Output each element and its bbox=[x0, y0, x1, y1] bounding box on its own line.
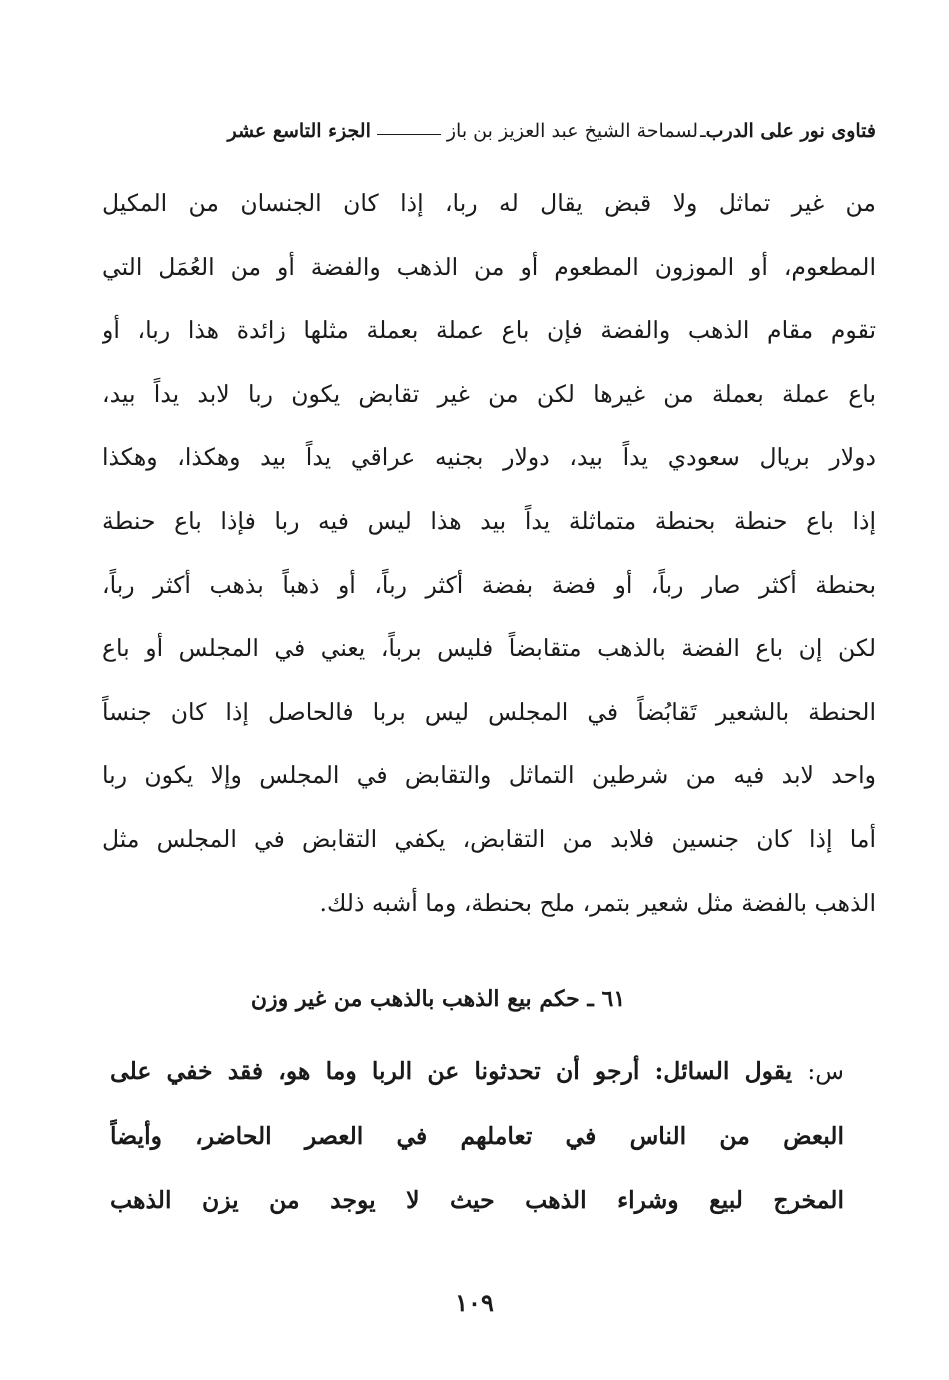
question-line: البعض من الناس في تعاملهم في العصر الحاضر، وأيضاً bbox=[110, 1121, 844, 1150]
text-line: أما إذا كان جنسين فلابد من التقابض، يكفي التقابض في المجلس مثل bbox=[102, 824, 876, 853]
text-line: دولار بريال سعودي يداً بيد، دولار بجنيه عراقي يداً بيد وهكذا، وهكذا bbox=[102, 443, 876, 472]
author-name: لسماحة الشيخ عبد العزيز بن باز bbox=[446, 120, 699, 142]
text-line: بحنطة أكثر صار رباً، أو فضة بفضة أكثر رباً، أو ذهباً بذهب أكثر رباً، bbox=[102, 570, 876, 599]
question-line: المخرج لبيع وشراء الذهب حيث لا يوجد من يزن الذهب bbox=[110, 1186, 844, 1214]
text-line: المطعوم، أو الموزون المطعوم أو من الذهب والفضة أو من العُمَل التي bbox=[102, 252, 876, 281]
question-line bbox=[110, 1046, 844, 1111]
title-separator: ـ bbox=[700, 120, 706, 142]
text-line: واحد لابد فيه من شرطين التماثل والتقابض في المجلس وإلا يكون ربا bbox=[102, 761, 876, 790]
text-line: الذهب بالفضة مثل شعير بتمر، ملح بحنطة، وما أشبه ذلك. bbox=[319, 888, 876, 917]
book-title: فتاوى نور على الدرب bbox=[705, 120, 876, 142]
running-header bbox=[108, 112, 876, 150]
question-marker: س: bbox=[807, 1057, 844, 1085]
text-line: من غير تماثل ولا قبض يقال له ربا، إذا كان الجنسان من المكيل bbox=[102, 189, 876, 217]
question-block bbox=[110, 1046, 844, 1240]
text-line: إذا باع حنطة بحنطة متماثلة يداً بيد هذا ليس فيه ربا فإذا باع حنطة bbox=[102, 506, 876, 535]
text-line: لكن إن باع الفضة بالذهب متقابضاً فليس برباً، يعني في المجلس أو باع bbox=[102, 634, 876, 663]
text-line: الحنطة بالشعير تَقابُضاً في المجلس ليس بربا فالحاصل إذا كان جنساً bbox=[102, 697, 876, 726]
body-text bbox=[102, 178, 876, 941]
section-heading: ٦١ ـ حكم بيع الذهب بالذهب من غير وزن bbox=[250, 986, 626, 1012]
question-text: يقول السائل: أرجو أن تحدثونا عن الربا وما هو، فقد خفي على bbox=[110, 1057, 793, 1085]
volume-label: الجزء التاسع عشر bbox=[227, 120, 371, 142]
text-line: باع عملة بعملة من غيرها لكن من غير تقابض يكون ربا لابد يداً بيد، bbox=[102, 379, 876, 408]
header-rule bbox=[377, 134, 441, 135]
text-line: تقوم مقام الذهب والفضة فإن باع عملة بعملة مثلها زائدة هذا ربا، أو bbox=[102, 316, 876, 345]
page-number: ١٠٩ bbox=[455, 1288, 494, 1317]
